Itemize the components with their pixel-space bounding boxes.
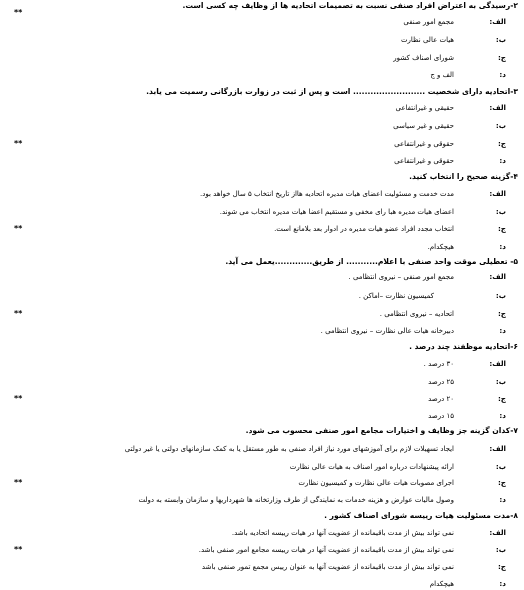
option-label: ج: [497,394,506,403]
answer-marker: ** [14,139,23,148]
question-title: ۸-مدت مسئولیت هیات رییسه شورای اصناف کشور . [324,511,518,520]
option-label: ج: [497,562,506,571]
answer-marker: ** [14,224,23,233]
option-label: الف: [489,17,506,26]
option-text: وصول مالیات عوارض و هزینه خدمات به نمایندگی از طرف وزارتخانه ها شهرداریها و سازمان وابسته به دولت [138,496,454,504]
option-text: مجمع امور صنفی [403,18,454,26]
option-label: ب: [495,35,506,44]
answer-marker: ** [14,394,23,403]
option-text: نمی تواند بیش از مدت باقیمانده از عضویت آنها در هیات رییسه مجامع امور صنفی باشد. [198,546,454,554]
option-label: ب: [495,291,506,300]
option-label: د: [499,242,506,251]
option-text: شورای اصناف کشور [393,54,454,62]
option-label: ب: [495,377,506,386]
answer-marker: ** [14,8,23,17]
option-text: حقوقی و غیرانتفاعی [394,140,454,148]
question-title: ۷-کدان گزینه جز وظایف و اختیارات مجامع امور صنفی محسوب می شود. [245,426,518,435]
option-label: ب: [495,462,506,471]
option-label: الف: [489,359,506,368]
option-label: د: [499,579,506,588]
option-text: اعضای هیات مدیره هبا رای مخفی و مستقیم اعضا هیات مدیره انتخاب می شوند. [219,208,454,216]
option-text: نمی تواند بیش از مدت باقیمانده از عضویت آنها در هیات رییسه اتحادیه باشد. [231,529,454,537]
option-text: اجرای مصوبات هیات عالی نظارت و کمیسیون نظارت [298,479,454,487]
option-label: ج: [497,53,506,62]
option-label: ب: [495,121,506,130]
option-label: ج: [497,224,506,233]
answer-marker: ** [14,478,23,487]
option-text: الف و ج [430,71,454,79]
option-label: الف: [489,189,506,198]
option-text: حقوقی و غیرانتفاعی [394,157,454,165]
question-title: ۶-اتحادیه موظفند چند درصد . [409,342,518,351]
option-label: د: [499,411,506,420]
option-label: ج: [497,139,506,148]
option-text: کمیسیون نظارت –اماکن . [358,292,434,300]
answer-marker: ** [14,545,23,554]
option-text: دبیرخانه هیات عالی نظارت – نیروی انتظامی . [320,327,454,335]
option-label: ب: [495,207,506,216]
option-text: اتحادیه – نیروی انتظامی . [379,310,454,318]
option-text: حقیقی و غیر سیاسی [393,122,454,130]
option-label: ب: [495,545,506,554]
option-label: ج: [497,309,506,318]
option-text: ۱۵ درصد [428,412,454,420]
question-title: ۳-اتحادیه دارای شخصیت ......................... است و پس از ثبت در زوارت بازرگانی رسمیت می یابد. [146,87,518,96]
question-title: ۵- تعطیلی موقت واحد صنفی با اعلام........... از طریق.............یعمل می آید. [225,257,518,266]
option-text: هیچکدام. [427,243,454,251]
option-text: حقیقی و غیرانتفاعی [395,104,454,112]
option-label: الف: [489,103,506,112]
option-label: الف: [489,272,506,281]
option-text: مجمع امور صنفی – نیروی انتظامی . [348,273,454,281]
option-label: الف: [489,444,506,453]
option-label: د: [499,495,506,504]
answer-marker: ** [14,309,23,318]
option-label: د: [499,156,506,165]
option-text: نمی تواند بیش از مدت باقیمانده از عضویت آنها به عنوان رییس مجمع تمور صنفی باشد [201,563,454,571]
option-text: هیچکدام [429,580,454,588]
option-text: مدت خدمت و مسئولیت اعضای هیات مدیره اتحادیه هااز تاریخ انتخاب ۵ سال خواهد بود. [200,190,454,198]
option-text: هیات عالی نظارت [400,36,454,44]
option-label: د: [499,70,506,79]
option-text: ایجاد تسهیلات لازم برای آموزشهای مورد نیاز افراد صنفی به طور مستقل یا به کمک سازمانهای دولتی یا غیر دولتی [124,445,454,453]
option-text: ارائه پیشنهادات درباره امور اصناف به هیات عالی نظارت [289,463,454,471]
option-label: د: [499,326,506,335]
option-text: انتخاب مجدد افراد عضو هیات مدیره در ادوار بعد بلامانع است. [274,225,454,233]
option-text: ۳۰ درصد . [423,360,454,368]
option-label: ج: [497,478,506,487]
option-text: ۲۵ درصد [428,378,454,386]
question-title: ۴-گزینه صحیح را انتخاب کنید. [409,172,518,181]
option-text: ۲۰ درصد [428,395,454,403]
question-title: ۲-رسیدگی به اعتراض افراد صنفی نسبت به تصمیمات اتحادیه ها از وظایف چه کسی است. [182,1,518,10]
option-label: الف: [489,528,506,537]
